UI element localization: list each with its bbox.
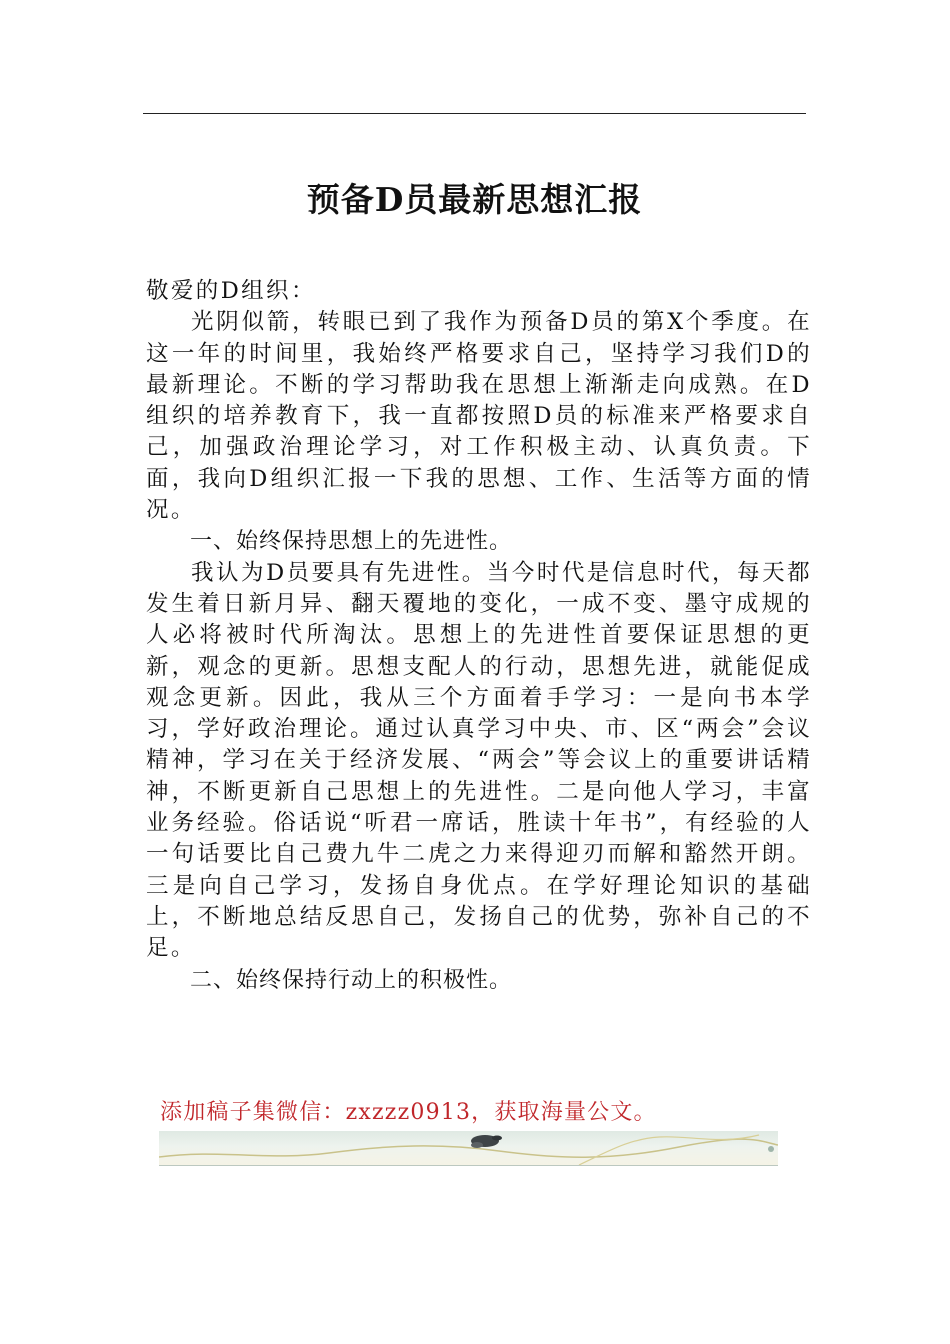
document-body xyxy=(146,276,812,996)
salutation: 敬爱的D组织： xyxy=(146,278,316,304)
paragraph-section-1: 我认为D员要具有先进性。当今时代是信息时代，每天都发生着日新月异、翻天覆地的变化，一成不变、墨守成规的人必将被时代所淘汰。思想上的先进性首要保证思想的更新，观念的更新。思想支配人的行动，思想先进，就能促成观念更新。因此，我从三个方面着手学习：一是向书本学习，学好政治理论。通过认真学习中央、市、区“两会”会议精神，学习在关于经济发展、“两会”等会议上的重要讲话精神，不断更新自己思想上的先进性。二是向他人学习，丰富业务经验。俗话说“听君一席话，胜读十年书”，有经验的人一句话要比自己费九牛二虎之力来得迎刃而解和豁然开朗。三是向自己学习，发扬自身优点。在学好理论知识的基础上，不断地总结反思自己，发扬自己的优势，弥补自己的不足。 xyxy=(146,559,812,962)
paragraph-intro: 光阴似箭，转眼已到了我作为预备D员的第X个季度。在这一年的时间里，我始终严格要求自己，坚持学习我们D的最新理论。不断的学习帮助我在思想上渐渐走向成熟。在D组织的培养教育下，我一直都按照D员的标准来严格要求自己，加强政治理论学习，对工作积极主动、认真负责。下面，我向D组织汇报一下我的思想、工作、生活等方面的情况。 xyxy=(146,309,812,524)
header-rule xyxy=(143,113,806,114)
landscape-ornament-icon xyxy=(159,1131,778,1165)
promo-text: 添加稿子集微信：zxzzz0913，获取海量公文。 xyxy=(160,1100,657,1125)
document-title: 预备D员最新思想汇报 xyxy=(306,180,643,219)
decorative-banner xyxy=(159,1131,778,1166)
section-heading-1: 一、始终保持思想上的先进性。 xyxy=(190,529,513,555)
section-heading-2: 二、始终保持行动上的积极性。 xyxy=(190,967,513,993)
